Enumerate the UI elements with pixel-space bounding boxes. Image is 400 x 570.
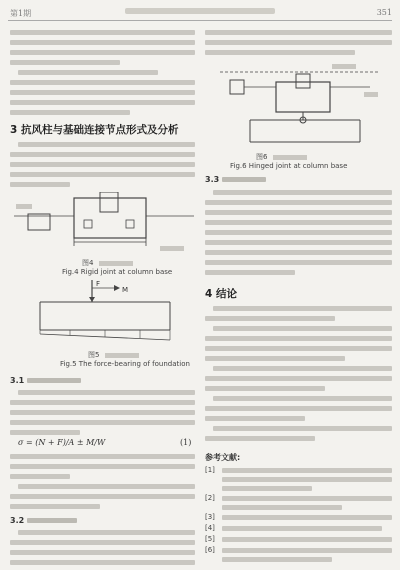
reference-marker: [2] (205, 494, 215, 502)
figure-5-foundation-force (30, 280, 180, 346)
text-line (205, 386, 325, 391)
text-line (10, 400, 195, 405)
text-line (10, 30, 195, 35)
text-line (10, 550, 195, 555)
figure-4-rigid-joint (14, 192, 194, 254)
text-line (205, 40, 392, 45)
figure-6-number: 图6 (256, 152, 307, 162)
text-line (10, 50, 195, 55)
text-line (205, 210, 392, 215)
section-3-1-heading: 3.1 (10, 376, 81, 385)
reference-marker: [5] (205, 535, 215, 543)
text-line (205, 356, 345, 361)
text-line (18, 390, 195, 395)
hinged-joint-drawing (220, 62, 380, 148)
text-line (213, 190, 392, 195)
text-line (10, 162, 195, 167)
section-4-heading: 4 结论 (205, 288, 237, 300)
equation-1-number: (1) (180, 438, 192, 447)
reference-text (222, 557, 332, 562)
text-line (10, 410, 195, 415)
reference-marker: [4] (205, 524, 215, 532)
text-line (10, 182, 70, 187)
text-line (10, 494, 195, 499)
text-line (18, 142, 195, 147)
text-line (205, 230, 392, 235)
text-line (205, 416, 305, 421)
text-line (213, 396, 392, 401)
text-line (205, 200, 392, 205)
running-header (0, 0, 400, 22)
text-line (205, 376, 392, 381)
text-line (10, 474, 70, 479)
reference-marker: [6] (205, 546, 215, 554)
text-line (205, 240, 392, 245)
text-line (213, 426, 392, 431)
reference-text (222, 505, 342, 510)
text-line (10, 80, 195, 85)
text-line (10, 420, 195, 425)
text-line (205, 270, 295, 275)
text-line (10, 172, 195, 177)
figure-6-hinged-joint (220, 62, 380, 148)
section-3-2-heading: 3.2 (10, 516, 77, 525)
reference-text (222, 548, 392, 553)
text-line (213, 306, 392, 311)
text-line (18, 530, 195, 535)
header-rule (8, 20, 392, 21)
section-3-3-heading: 3.3 (205, 175, 266, 184)
reference-text (222, 477, 392, 482)
figure-5-number: 图5 (88, 350, 139, 360)
figure-4-number: 图4 (82, 258, 133, 268)
foundation-force-drawing (30, 280, 180, 346)
text-line (10, 504, 100, 509)
text-line (10, 100, 195, 105)
text-line (10, 540, 195, 545)
text-line (213, 366, 392, 371)
reference-text (222, 468, 392, 473)
reference-text (222, 526, 382, 531)
text-line (10, 40, 195, 45)
reference-text (222, 486, 312, 491)
figure-5-caption: Fig.5 The force-bearing of foundation (60, 360, 190, 368)
text-line (205, 50, 355, 55)
page-number: 351 (376, 8, 392, 17)
text-line (18, 484, 195, 489)
text-line (10, 560, 195, 565)
journal-title-text (125, 8, 275, 14)
text-line (10, 454, 195, 459)
text-line (10, 90, 195, 95)
text-line (10, 430, 80, 435)
text-line (10, 60, 120, 65)
text-line (10, 110, 130, 115)
reference-marker: [1] (205, 466, 215, 474)
text-line (205, 406, 392, 411)
references-heading: 参考文献: (205, 453, 241, 462)
text-line (205, 436, 315, 441)
reference-text (222, 515, 392, 520)
text-line (205, 346, 392, 351)
text-line (213, 326, 392, 331)
reference-text (222, 537, 392, 542)
section-3-heading: 3 抗风柱与基础连接节点形式及分析 (10, 124, 179, 136)
text-line (10, 152, 195, 157)
issue-label: 第1期 (10, 9, 32, 18)
text-line (205, 260, 392, 265)
text-line (205, 250, 392, 255)
figure-6-caption: Fig.6 Hinged joint at column base (230, 162, 348, 170)
rigid-joint-drawing (14, 192, 194, 254)
text-line (18, 70, 158, 75)
reference-marker: [3] (205, 513, 215, 521)
text-line (205, 30, 392, 35)
text-line (205, 336, 392, 341)
figure-4-caption: Fig.4 Rigid joint at column base (62, 268, 173, 276)
text-line (10, 464, 195, 469)
reference-text (222, 496, 392, 501)
equation-1: σ = (N + F)/A ± M/W (18, 438, 106, 447)
load-label: F (96, 280, 101, 288)
text-line (205, 220, 392, 225)
text-line (205, 316, 335, 321)
moment-label: M (122, 286, 129, 294)
